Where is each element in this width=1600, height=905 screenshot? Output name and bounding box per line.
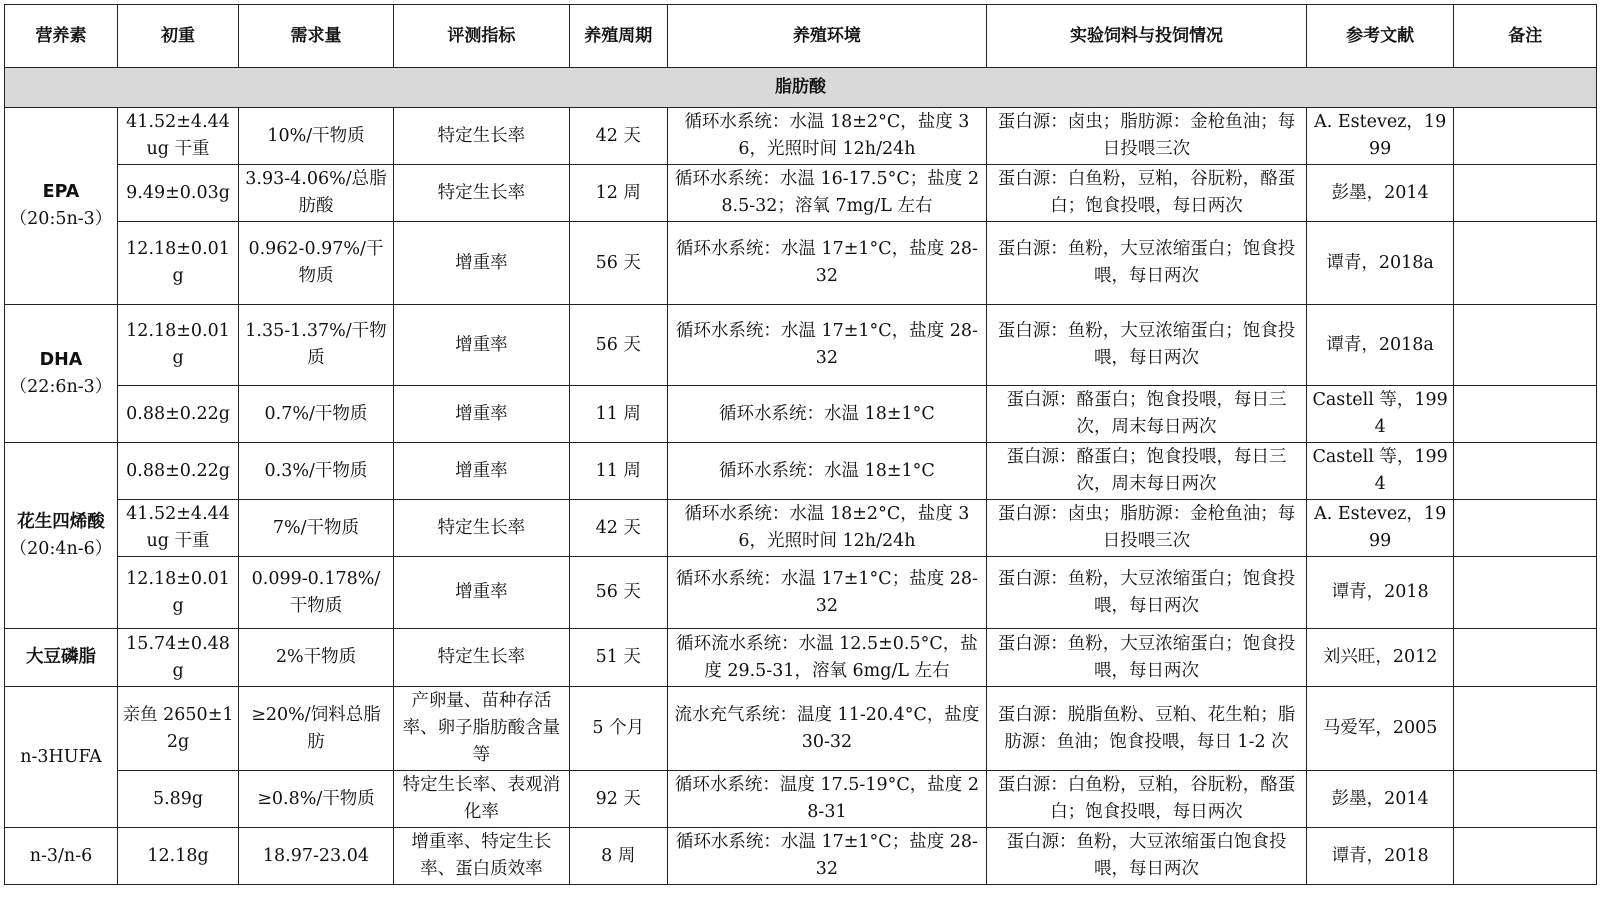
cell-feed: 蛋白源：酪蛋白；饱食投喂，每日三次，周末每日两次 bbox=[987, 443, 1307, 500]
nutrient-name: 花生四烯酸 bbox=[17, 511, 105, 532]
section-title: 脂肪酸 bbox=[5, 68, 1597, 108]
cell-ref: A. Estevez，1999 bbox=[1306, 108, 1454, 165]
header-culture-period: 养殖周期 bbox=[569, 5, 667, 68]
table-row bbox=[5, 500, 1597, 557]
cell-index: 产卵量、苗种存活率、卵子脂肪酸含量等 bbox=[393, 687, 569, 771]
cell-note bbox=[1454, 771, 1597, 828]
cell-environment: 循环水系统：水温 18±2°C，盐度 36，光照时间 12h/24h bbox=[667, 108, 987, 165]
cell-index: 增重率、特定生长率、蛋白质效率 bbox=[393, 828, 569, 885]
nutrient-name: EPA bbox=[42, 182, 80, 202]
nutrient-cell-soy-lecithin bbox=[5, 629, 118, 687]
section-row bbox=[5, 68, 1597, 108]
nutrient-name: n-3/n-6 bbox=[29, 845, 93, 866]
header-requirement: 需求量 bbox=[239, 5, 394, 68]
cell-weight: 12.18±0.01g bbox=[117, 222, 238, 305]
table-row bbox=[5, 828, 1597, 885]
header-evaluation-index: 评测指标 bbox=[393, 5, 569, 68]
header-row bbox=[5, 5, 1597, 68]
cell-weight: 41.52±4.44ug 干重 bbox=[117, 108, 238, 165]
nutrient-requirement-table bbox=[4, 4, 1597, 885]
cell-note bbox=[1454, 443, 1597, 500]
cell-feed: 蛋白源：卤虫；脂肪源：金枪鱼油；每日投喂三次 bbox=[987, 500, 1307, 557]
cell-period: 92 天 bbox=[569, 771, 667, 828]
nutrient-cell-n3hufa bbox=[5, 687, 118, 828]
cell-period: 11 周 bbox=[569, 443, 667, 500]
cell-weight: 5.89g bbox=[117, 771, 238, 828]
cell-ref: 彭墨，2014 bbox=[1306, 771, 1454, 828]
cell-note bbox=[1454, 687, 1597, 771]
cell-ref: 马爱军，2005 bbox=[1306, 687, 1454, 771]
nutrient-formula: （20:4n-6） bbox=[9, 538, 113, 559]
header-initial-weight: 初重 bbox=[117, 5, 238, 68]
table-row bbox=[5, 165, 1597, 222]
cell-requirement: 7%/干物质 bbox=[239, 500, 394, 557]
cell-feed: 蛋白源：鱼粉，大豆浓缩蛋白；饱食投喂，每日两次 bbox=[987, 557, 1307, 629]
cell-requirement: ≥0.8%/干物质 bbox=[239, 771, 394, 828]
cell-ref: 谭青，2018 bbox=[1306, 828, 1454, 885]
cell-ref: Castell 等，1994 bbox=[1306, 443, 1454, 500]
cell-period: 56 天 bbox=[569, 305, 667, 386]
cell-requirement: 0.099-0.178%/干物质 bbox=[239, 557, 394, 629]
cell-note bbox=[1454, 305, 1597, 386]
cell-requirement: 3.93-4.06%/总脂肪酸 bbox=[239, 165, 394, 222]
cell-requirement: 0.962-0.97%/干物质 bbox=[239, 222, 394, 305]
cell-index: 增重率 bbox=[393, 222, 569, 305]
cell-note bbox=[1454, 386, 1597, 443]
cell-weight: 15.74±0.48g bbox=[117, 629, 238, 687]
nutrient-cell-ara bbox=[5, 443, 118, 629]
cell-environment: 循环水系统：水温 18±1°C bbox=[667, 386, 987, 443]
cell-feed: 蛋白源：白鱼粉，豆粕，谷朊粉，酪蛋白；饱食投喂，每日两次 bbox=[987, 165, 1307, 222]
cell-environment: 流水充气系统：温度 11-20.4°C，盐度 30-32 bbox=[667, 687, 987, 771]
cell-feed: 蛋白源：白鱼粉，豆粕，谷朊粉，酪蛋白；饱食投喂，每日两次 bbox=[987, 771, 1307, 828]
cell-period: 8 周 bbox=[569, 828, 667, 885]
cell-ref: 谭青，2018 bbox=[1306, 557, 1454, 629]
cell-weight: 9.49±0.03g bbox=[117, 165, 238, 222]
cell-index: 特定生长率 bbox=[393, 500, 569, 557]
cell-index: 特定生长率 bbox=[393, 629, 569, 687]
cell-ref: 彭墨，2014 bbox=[1306, 165, 1454, 222]
table-row bbox=[5, 443, 1597, 500]
cell-weight: 0.88±0.22g bbox=[117, 386, 238, 443]
cell-feed: 蛋白源：鱼粉，大豆浓缩蛋白饱食投喂，每日两次 bbox=[987, 828, 1307, 885]
cell-index: 特定生长率 bbox=[393, 165, 569, 222]
nutrient-formula: （20:5n-3） bbox=[9, 209, 113, 229]
nutrient-cell-dha bbox=[5, 305, 118, 443]
cell-requirement: 0.3%/干物质 bbox=[239, 443, 394, 500]
table-row bbox=[5, 222, 1597, 305]
cell-note bbox=[1454, 629, 1597, 687]
cell-ref: 谭青，2018a bbox=[1306, 222, 1454, 305]
cell-feed: 蛋白源：脱脂鱼粉、豆粕、花生粕；脂肪源：鱼油；饱食投喂，每日 1-2 次 bbox=[987, 687, 1307, 771]
table-row bbox=[5, 305, 1597, 386]
cell-index: 增重率 bbox=[393, 557, 569, 629]
nutrient-name: n-3HUFA bbox=[20, 746, 102, 767]
cell-weight: 12.18g bbox=[117, 828, 238, 885]
cell-ref: Castell 等，1994 bbox=[1306, 386, 1454, 443]
cell-weight: 41.52±4.44ug 干重 bbox=[117, 500, 238, 557]
header-nutrient: 营养素 bbox=[5, 5, 118, 68]
cell-index: 特定生长率、表观消化率 bbox=[393, 771, 569, 828]
cell-environment: 循环水系统：水温 16-17.5°C；盐度 28.5-32；溶氧 7mg/L 左右 bbox=[667, 165, 987, 222]
cell-feed: 蛋白源：卤虫；脂肪源：金枪鱼油；每日投喂三次 bbox=[987, 108, 1307, 165]
nutrient-cell-n3-n6 bbox=[5, 828, 118, 885]
cell-period: 12 周 bbox=[569, 165, 667, 222]
cell-period: 11 周 bbox=[569, 386, 667, 443]
table-row bbox=[5, 557, 1597, 629]
cell-ref: 谭青，2018a bbox=[1306, 305, 1454, 386]
cell-note bbox=[1454, 222, 1597, 305]
cell-period: 56 天 bbox=[569, 222, 667, 305]
cell-index: 增重率 bbox=[393, 386, 569, 443]
cell-environment: 循环水系统：水温 18±2°C，盐度 36，光照时间 12h/24h bbox=[667, 500, 987, 557]
nutrient-name: DHA bbox=[39, 349, 83, 370]
cell-period: 5 个月 bbox=[569, 687, 667, 771]
cell-period: 42 天 bbox=[569, 108, 667, 165]
cell-note bbox=[1454, 828, 1597, 885]
cell-index: 特定生长率 bbox=[393, 108, 569, 165]
nutrient-cell-epa bbox=[5, 108, 118, 305]
cell-requirement: 0.7%/干物质 bbox=[239, 386, 394, 443]
table-container bbox=[4, 4, 1597, 885]
cell-ref: A. Estevez，1999 bbox=[1306, 500, 1454, 557]
cell-note bbox=[1454, 557, 1597, 629]
cell-note bbox=[1454, 500, 1597, 557]
cell-note bbox=[1454, 108, 1597, 165]
header-note: 备注 bbox=[1454, 5, 1597, 68]
cell-weight: 亲鱼 2650±12g bbox=[117, 687, 238, 771]
table-row bbox=[5, 629, 1597, 687]
cell-requirement: 10%/干物质 bbox=[239, 108, 394, 165]
cell-environment: 循环水系统：水温 17±1°C，盐度 28-32 bbox=[667, 305, 987, 386]
cell-weight: 0.88±0.22g bbox=[117, 443, 238, 500]
cell-index: 增重率 bbox=[393, 443, 569, 500]
header-feed: 实验饲料与投饲情况 bbox=[987, 5, 1307, 68]
cell-feed: 蛋白源：鱼粉，大豆浓缩蛋白；饱食投喂，每日两次 bbox=[987, 305, 1307, 386]
nutrient-formula: （22:6n-3） bbox=[9, 376, 113, 397]
cell-feed: 蛋白源：鱼粉，大豆浓缩蛋白；饱食投喂，每日两次 bbox=[987, 222, 1307, 305]
cell-environment: 循环水系统：温度 17.5-19°C，盐度 28-31 bbox=[667, 771, 987, 828]
cell-ref: 刘兴旺，2012 bbox=[1306, 629, 1454, 687]
cell-requirement: ≥20%/饲料总脂肪 bbox=[239, 687, 394, 771]
table-row bbox=[5, 771, 1597, 828]
cell-environment: 循环水系统：水温 17±1°C；盐度 28-32 bbox=[667, 828, 987, 885]
cell-requirement: 18.97-23.04 bbox=[239, 828, 394, 885]
cell-environment: 循环水系统：水温 17±1°C，盐度 28-32 bbox=[667, 222, 987, 305]
header-culture-environment: 养殖环境 bbox=[667, 5, 987, 68]
table-row bbox=[5, 108, 1597, 165]
cell-environment: 循环水系统：水温 17±1°C；盐度 28-32 bbox=[667, 557, 987, 629]
header-reference: 参考文献 bbox=[1306, 5, 1454, 68]
cell-requirement: 2%干物质 bbox=[239, 629, 394, 687]
nutrient-name: 大豆磷脂 bbox=[25, 647, 96, 667]
cell-weight: 12.18±0.01g bbox=[117, 557, 238, 629]
cell-period: 56 天 bbox=[569, 557, 667, 629]
cell-weight: 12.18±0.01g bbox=[117, 305, 238, 386]
cell-index: 增重率 bbox=[393, 305, 569, 386]
cell-environment: 循环水系统：水温 18±1°C bbox=[667, 443, 987, 500]
table-row bbox=[5, 386, 1597, 443]
cell-period: 51 天 bbox=[569, 629, 667, 687]
cell-feed: 蛋白源：鱼粉，大豆浓缩蛋白；饱食投喂，每日两次 bbox=[987, 629, 1307, 687]
cell-environment: 循环流水系统：水温 12.5±0.5°C，盐度 29.5-31，溶氧 6mg/L 左右 bbox=[667, 629, 987, 687]
cell-requirement: 1.35-1.37%/干物质 bbox=[239, 305, 394, 386]
cell-note bbox=[1454, 165, 1597, 222]
table-row bbox=[5, 687, 1597, 771]
cell-period: 42 天 bbox=[569, 500, 667, 557]
cell-feed: 蛋白源：酪蛋白；饱食投喂，每日三次，周末每日两次 bbox=[987, 386, 1307, 443]
